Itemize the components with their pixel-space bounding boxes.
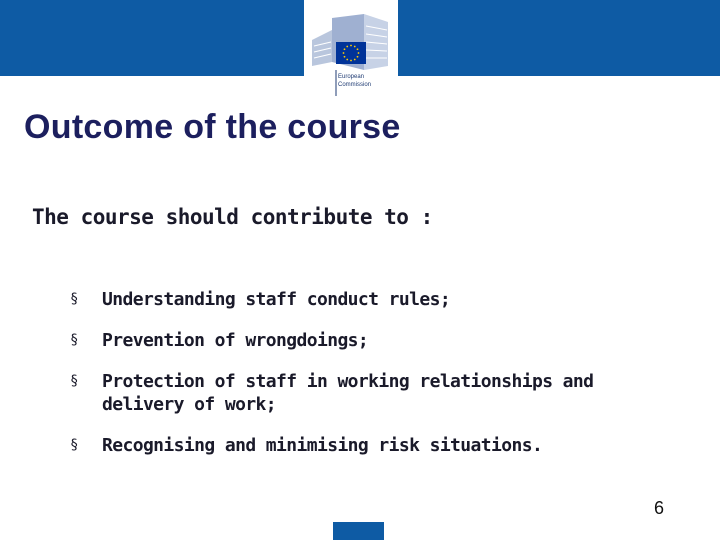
european-commission-logo <box>304 0 398 100</box>
square-bullet-icon: § <box>70 332 78 348</box>
bullet-item <box>70 329 670 352</box>
eu-star-icon <box>346 46 348 48</box>
slide-title: Outcome of the course <box>24 108 401 146</box>
bullet-text: Protection of staff in working relationships and delivery of work; <box>102 371 594 415</box>
bullet-item <box>70 370 670 416</box>
bullet-text: Understanding staff conduct rules; <box>102 289 451 310</box>
intro-text: The course should contribute to : <box>32 205 433 229</box>
eu-star-icon <box>350 45 352 47</box>
eu-star-icon <box>357 56 359 58</box>
eu-star-icon <box>354 46 356 48</box>
bullet-list <box>70 288 670 475</box>
square-bullet-icon: § <box>70 437 78 453</box>
eu-star-icon <box>354 59 356 61</box>
square-bullet-icon: § <box>70 373 78 389</box>
logo-line-european: European <box>338 74 365 80</box>
logo-line-commission: Commission <box>338 82 372 88</box>
square-bullet-icon: § <box>70 291 78 307</box>
bullet-text: Recognising and minimising risk situations. <box>102 435 543 456</box>
eu-star-icon <box>343 52 345 54</box>
page-number: 6 <box>653 498 664 518</box>
eu-star-icon <box>346 59 348 61</box>
bullet-text: Prevention of wrongdoings; <box>102 330 369 351</box>
eu-star-icon <box>350 60 352 62</box>
bullet-item <box>70 288 670 311</box>
bullet-item <box>70 434 670 457</box>
eu-star-icon <box>358 52 360 54</box>
eu-star-icon <box>344 48 346 50</box>
eu-star-icon <box>357 48 359 50</box>
eu-star-icon <box>344 56 346 58</box>
footer-accent-bar <box>333 522 384 540</box>
